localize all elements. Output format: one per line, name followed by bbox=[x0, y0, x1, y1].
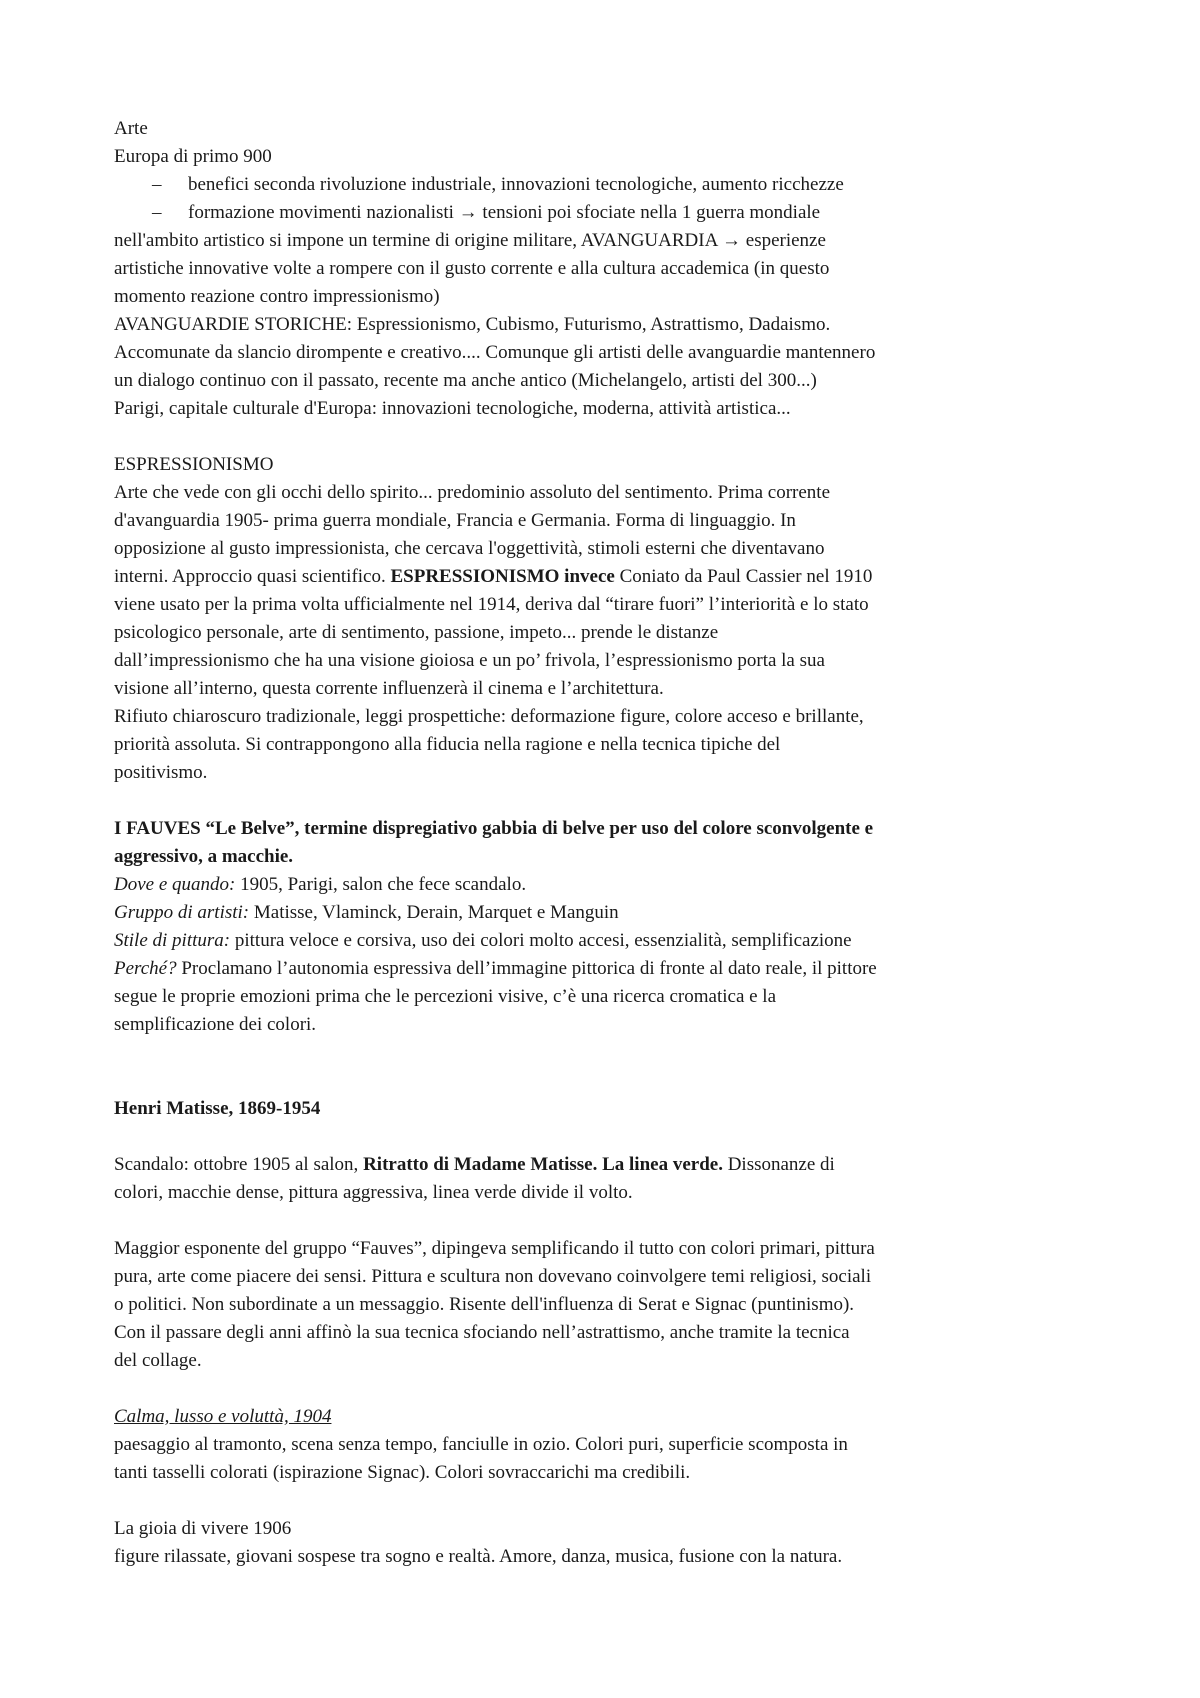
doc-line: Arte bbox=[114, 118, 148, 139]
doc-line bbox=[114, 563, 1114, 591]
doc-line bbox=[114, 899, 1114, 927]
doc-line bbox=[114, 871, 1114, 899]
doc-line: visione all’interno, questa corrente influenzerà il cinema e l’architettura. bbox=[114, 678, 664, 699]
text-run: pittura veloce e corsiva, uso dei colori molto accesi, essenzialità, semplificazione bbox=[230, 930, 852, 951]
artwork-title-gioia: La gioia di vivere 1906 bbox=[114, 1518, 292, 1539]
section-heading-fauves: I FAUVES “Le Belve”, termine dispregiativo gabbia di belve per uso del colore sconvolgente e bbox=[114, 818, 874, 839]
doc-line: Maggior esponente del gruppo “Fauves”, dipingeva semplificando il tutto con colori primari, pittura bbox=[114, 1238, 875, 1259]
doc-line: semplificazione dei colori. bbox=[114, 1014, 317, 1035]
doc-line: Rifiuto chiaroscuro tradizionale, leggi prospettiche: deformazione figure, colore acceso e brillante, bbox=[114, 706, 864, 727]
document-body bbox=[114, 115, 1114, 1571]
italic-label: Gruppo di artisti: bbox=[114, 902, 250, 923]
bullet-text: benefici seconda rivoluzione industriale, innovazioni tecnologiche, aumento ricchezze bbox=[188, 174, 844, 195]
doc-line: psicologico personale, arte di sentimento, passione, impeto... prende le distanze bbox=[114, 622, 719, 643]
doc-line bbox=[114, 927, 1114, 955]
text-run: Dissonanze di bbox=[722, 1154, 835, 1175]
doc-line: Parigi, capitale culturale d'Europa: innovazioni tecnologiche, moderna, attività artistica... bbox=[114, 398, 791, 419]
blank-lines bbox=[114, 1039, 1114, 1095]
doc-line: o politici. Non subordinate a un messaggio. Risente dell'influenza di Serat e Signac (puntinismo). bbox=[114, 1294, 855, 1315]
doc-line: viene usato per la prima volta ufficialmente nel 1914, deriva dal “tirare fuori” l’interiorità e lo stato bbox=[114, 594, 869, 615]
doc-line: pura, arte come piacere dei sensi. Pittura e scultura non dovevano coinvolgere temi religiosi, sociali bbox=[114, 1266, 872, 1287]
doc-line: Accomunate da slancio dirompente e creativo.... Comunque gli artisti delle avanguardie mantennero bbox=[114, 342, 876, 363]
bold-run: ESPRESSIONISMO invece bbox=[390, 566, 615, 587]
doc-line: nell'ambito artistico si impone un termine di origine militare, AVANGUARDIA → esperienze bbox=[114, 230, 826, 251]
doc-line: positivismo. bbox=[114, 762, 208, 783]
doc-line bbox=[114, 1151, 1114, 1179]
text-run: interni. Approccio quasi scientifico. bbox=[114, 566, 391, 587]
section-heading-fauves-cont: aggressivo, a macchie. bbox=[114, 846, 294, 867]
doc-line: dall’impressionismo che ha una visione gioiosa e un po’ frivola, l’espressionismo porta la sua bbox=[114, 650, 825, 671]
doc-line: momento reazione contro impressionismo) bbox=[114, 286, 440, 307]
doc-line: Arte che vede con gli occhi dello spirito... predominio assoluto del sentimento. Prima corrente bbox=[114, 482, 831, 503]
blank-line bbox=[114, 423, 1114, 451]
italic-label: Dove e quando: bbox=[114, 874, 236, 895]
bullet-dash: – bbox=[152, 174, 162, 195]
doc-line: artistiche innovative volte a rompere con il gusto corrente e alla cultura accademica (in questo bbox=[114, 258, 830, 279]
doc-line: segue le proprie emozioni prima che le percezioni visive, c’è una ricerca cromatica e la bbox=[114, 986, 777, 1007]
text-run: 1905, Parigi, salon che fece scandalo. bbox=[235, 874, 527, 895]
text-run: Scandalo: ottobre 1905 al salon, bbox=[114, 1154, 364, 1175]
blank-line bbox=[114, 787, 1114, 815]
bullet-item bbox=[114, 171, 1114, 199]
blank-line bbox=[114, 1375, 1114, 1403]
blank-line bbox=[114, 1123, 1114, 1151]
doc-line: Con il passare degli anni affinò la sua tecnica sfociando nell’astrattismo, anche tramite la tecnica bbox=[114, 1322, 850, 1343]
doc-line: tanti tasselli colorati (ispirazione Signac). Colori sovraccarichi ma credibili. bbox=[114, 1462, 691, 1483]
doc-line: opposizione al gusto impressionista, che cercava l'oggettività, stimoli esterni che diventavano bbox=[114, 538, 825, 559]
italic-label: Perché? bbox=[114, 958, 177, 979]
doc-line: colori, macchie dense, pittura aggressiva, linea verde divide il volto. bbox=[114, 1182, 633, 1203]
doc-line: paesaggio al tramonto, scena senza tempo, fanciulle in ozio. Colori puri, superficie scomposta in bbox=[114, 1434, 848, 1455]
bullet-text: formazione movimenti nazionalisti → tensioni poi sfociate nella 1 guerra mondiale bbox=[188, 202, 821, 223]
doc-line bbox=[114, 955, 1114, 983]
artwork-title-calma: Calma, lusso e voluttà, 1904 bbox=[114, 1406, 332, 1427]
text-run: Matisse, Vlaminck, Derain, Marquet e Manguin bbox=[249, 902, 619, 923]
doc-line: Europa di primo 900 bbox=[114, 146, 272, 167]
blank-line bbox=[114, 1487, 1114, 1515]
doc-line: figure rilassate, giovani sospese tra sogno e realtà. Amore, danza, musica, fusione con la natura. bbox=[114, 1546, 843, 1567]
section-heading-espressionismo: ESPRESSIONISMO bbox=[114, 454, 274, 475]
doc-line: del collage. bbox=[114, 1350, 202, 1371]
bullet-item bbox=[114, 199, 1114, 227]
doc-line: d'avanguardia 1905- prima guerra mondiale, Francia e Germania. Forma di linguaggio. In bbox=[114, 510, 796, 531]
bold-run: Ritratto di Madame Matisse. La linea verde. bbox=[363, 1154, 723, 1175]
bullet-dash: – bbox=[152, 202, 162, 223]
doc-line: un dialogo continuo con il passato, recente ma anche antico (Michelangelo, artisti del 300...) bbox=[114, 370, 817, 391]
doc-line: AVANGUARDIE STORICHE: Espressionismo, Cubismo, Futurismo, Astrattismo, Dadaismo. bbox=[114, 314, 831, 335]
blank-line bbox=[114, 1207, 1114, 1235]
doc-line: priorità assoluta. Si contrappongono alla fiducia nella ragione e nella tecnica tipiche del bbox=[114, 734, 781, 755]
section-heading-matisse: Henri Matisse, 1869-1954 bbox=[114, 1098, 321, 1119]
text-run: Coniato da Paul Cassier nel 1910 bbox=[614, 566, 873, 587]
italic-label: Stile di pittura: bbox=[114, 930, 231, 951]
text-run: Proclamano l’autonomia espressiva dell’immagine pittorica di fronte al dato reale, il pittore bbox=[176, 958, 877, 979]
